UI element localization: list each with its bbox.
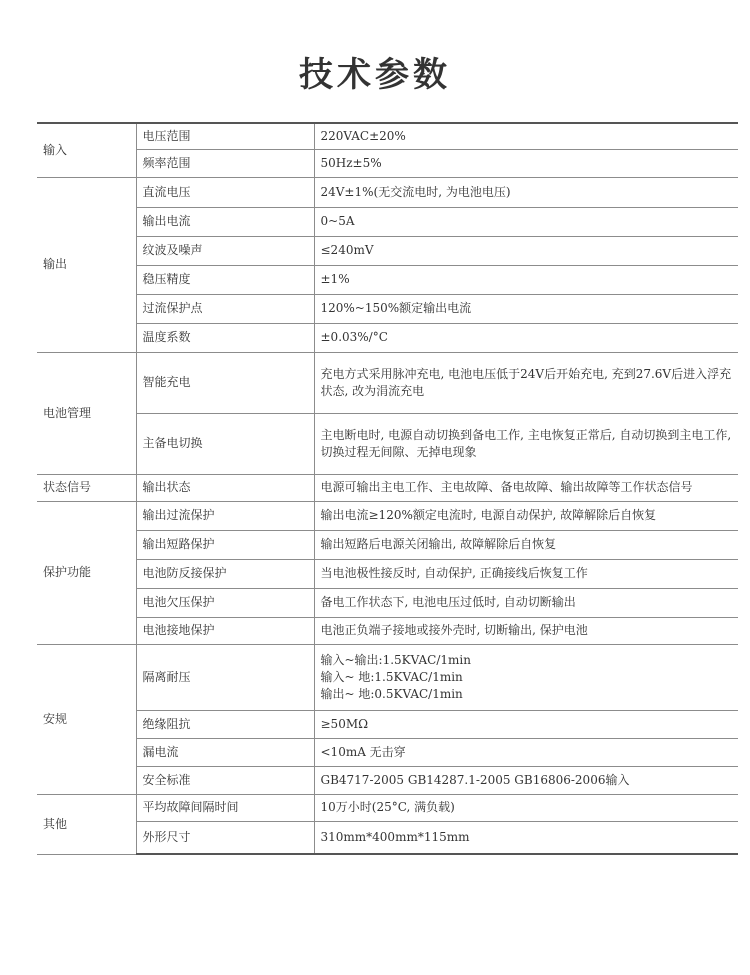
table-row <box>37 177 738 207</box>
param-value: 当电池极性接反时, 自动保护, 正确接线后恢复工作 <box>314 559 738 588</box>
table-row <box>37 474 738 501</box>
isolation-line: 输入~输出:1.5KVAC/1min <box>320 652 471 667</box>
param-name: 过流保护点 <box>136 294 314 323</box>
table-row <box>37 352 738 413</box>
table-row <box>37 265 738 294</box>
table-row <box>37 738 738 766</box>
param-value: 输出电流≥120%额定电流时, 电源自动保护, 故障解除后自恢复 <box>314 501 738 530</box>
table-row <box>37 821 738 854</box>
category-input: 输入 <box>37 123 136 177</box>
category-battery: 电池管理 <box>37 352 136 474</box>
table-row <box>37 236 738 265</box>
table-row <box>37 766 738 794</box>
param-name: 输出电流 <box>136 207 314 236</box>
table-row <box>37 559 738 588</box>
spec-table <box>37 122 738 855</box>
param-name: 平均故障间隔时间 <box>136 794 314 821</box>
param-value: ±1% <box>314 265 738 294</box>
param-name: 电池欠压保护 <box>136 588 314 617</box>
param-value: GB4717-2005 GB14287.1-2005 GB16806-2006输入 <box>314 766 738 794</box>
param-value: 50Hz±5% <box>314 149 738 177</box>
param-value: ≥50MΩ <box>314 710 738 738</box>
param-value: ≤240mV <box>314 236 738 265</box>
param-name: 电池防反接保护 <box>136 559 314 588</box>
param-value: 电源可输出主电工作、主电故障、备电故障、输出故障等工作状态信号 <box>314 474 738 501</box>
table-row <box>37 588 738 617</box>
param-name: 频率范围 <box>136 149 314 177</box>
table-row <box>37 794 738 821</box>
param-value: 10万小时(25°C, 满负载) <box>314 794 738 821</box>
category-other: 其他 <box>37 794 136 854</box>
category-safety: 安规 <box>37 644 136 794</box>
param-value <box>314 644 738 710</box>
param-name: 温度系数 <box>136 323 314 352</box>
table-row <box>37 294 738 323</box>
isolation-line: 输入~ 地:1.5KVAC/1min <box>320 669 463 684</box>
table-row <box>37 207 738 236</box>
table-row <box>37 149 738 177</box>
param-name: 输出短路保护 <box>136 530 314 559</box>
param-value: 120%~150%额定输出电流 <box>314 294 738 323</box>
param-value: 主电断电时, 电源自动切换到备电工作, 主电恢复正常后, 自动切换到主电工作, 切换过程无间隙、无掉电现象 <box>314 413 738 474</box>
param-name: 输出过流保护 <box>136 501 314 530</box>
category-output: 输出 <box>37 177 136 352</box>
category-status: 状态信号 <box>37 474 136 501</box>
param-name: 电压范围 <box>136 123 314 149</box>
param-value: <10mA 无击穿 <box>314 738 738 766</box>
param-value: 电池正负端子接地或接外壳时, 切断输出, 保护电池 <box>314 617 738 644</box>
param-value: ±0.03%/°C <box>314 323 738 352</box>
param-name: 纹波及噪声 <box>136 236 314 265</box>
param-value: 备电工作状态下, 电池电压过低时, 自动切断输出 <box>314 588 738 617</box>
param-value: 24V±1%(无交流电时, 为电池电压) <box>314 177 738 207</box>
param-name: 外形尺寸 <box>136 821 314 854</box>
param-name: 漏电流 <box>136 738 314 766</box>
param-name: 输出状态 <box>136 474 314 501</box>
page-title: 技术参数 <box>299 55 451 95</box>
param-value: 输出短路后电源关闭输出, 故障解除后自恢复 <box>314 530 738 559</box>
param-name: 安全标准 <box>136 766 314 794</box>
param-value: 充电方式采用脉冲充电, 电池电压低于24V后开始充电, 充到27.6V后进入浮充状态, 改为涓流充电 <box>314 352 738 413</box>
isolation-line: 输出~ 地:0.5KVAC/1min <box>320 686 463 701</box>
param-name: 绝缘阻抗 <box>136 710 314 738</box>
table-row <box>37 617 738 644</box>
table-row <box>37 413 738 474</box>
table-row <box>37 323 738 352</box>
table-row <box>37 501 738 530</box>
param-name: 电池接地保护 <box>136 617 314 644</box>
param-name: 主备电切换 <box>136 413 314 474</box>
param-value: 310mm*400mm*115mm <box>314 821 738 854</box>
table-row <box>37 710 738 738</box>
param-value: 220VAC±20% <box>314 123 738 149</box>
param-value: 0~5A <box>314 207 738 236</box>
param-name: 稳压精度 <box>136 265 314 294</box>
table-row <box>37 644 738 710</box>
table-row <box>37 123 738 149</box>
category-protection: 保护功能 <box>37 501 136 644</box>
param-name: 智能充电 <box>136 352 314 413</box>
param-name: 直流电压 <box>136 177 314 207</box>
param-name: 隔离耐压 <box>136 644 314 710</box>
table-row <box>37 530 738 559</box>
